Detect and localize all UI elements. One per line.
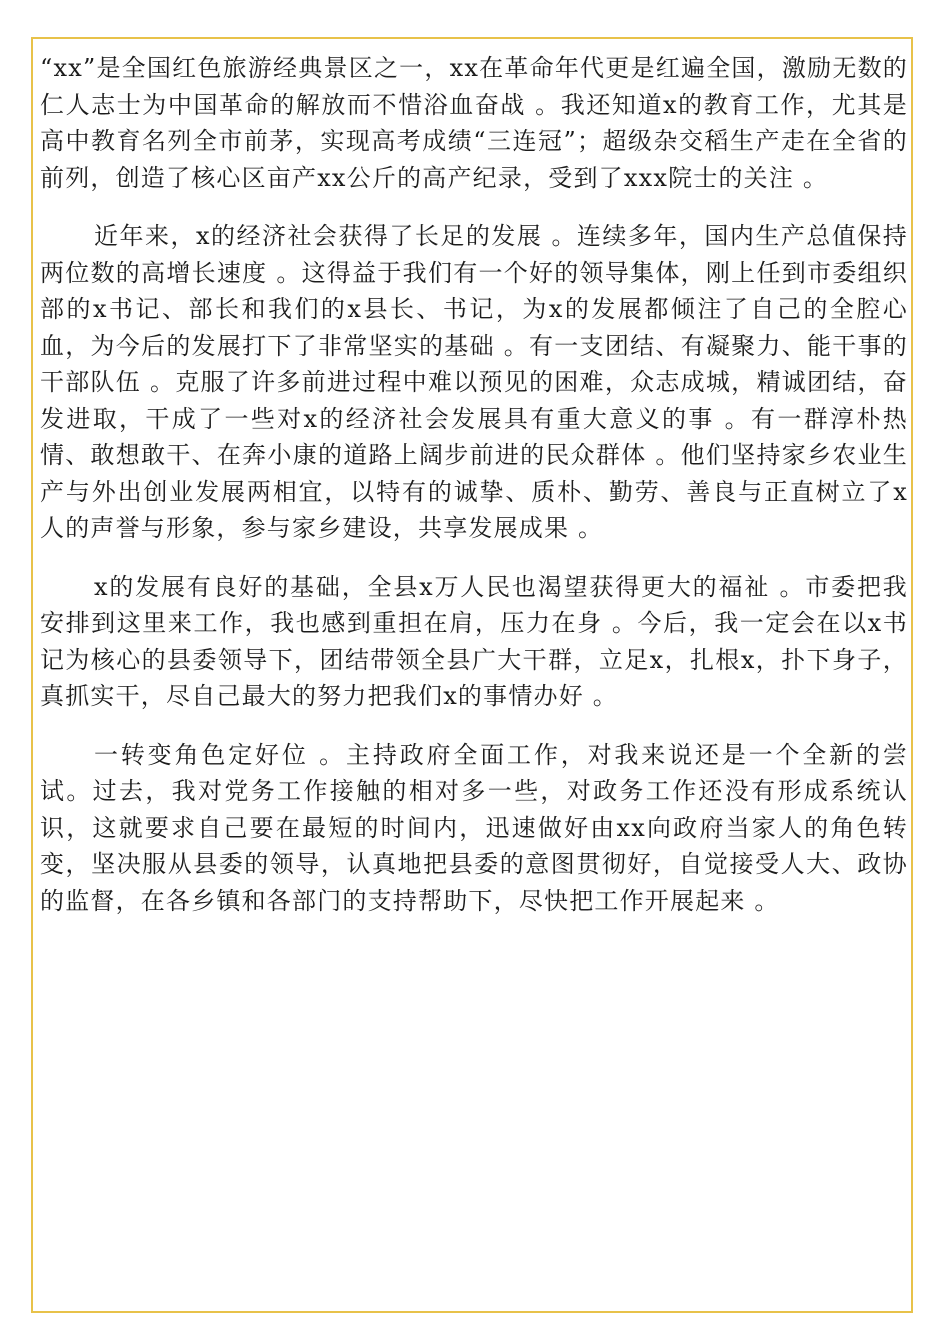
paragraph-3: x的发展有良好的基础，全县x万人民也渴望获得更大的福祉 。市委把我安排到这里来工作，我也感到重担在肩，压力在身 。今后，我一定会在以x书记为核心的县委领导下，团结带领全县广大干群，立足x，扎根x，扑下身子，真抓实干，尽自己最大的努力把我们x的事情办好 。 <box>40 572 908 710</box>
document-body <box>40 50 908 941</box>
paragraph-4: 一转变角色定好位 。主持政府全面工作，对我来说还是一个全新的尝试。过去，我对党务工作接触的相对多一些，对政务工作还没有形成系统认识，这就要求自己要在最短的时间内，迅速做好由xx向政府当家人的角色转变，坚决服从县委的领导，认真地把县委的意图贯彻好，自觉接受人大、政协的监督，在各乡镇和各部门的支持帮助下，尽快把工作开展起来 。 <box>40 740 908 915</box>
paragraph-2: 近年来，x的经济社会获得了长足的发展 。连续多年，国内生产总值保持两位数的高增长速度 。这得益于我们有一个好的领导集体，刚上任到市委组织部的x书记、部长和我们的x县长、书记，为x的发展都倾注了自己的全腔心血，为今后的发展打下了非常坚实的基础 。有一支团结、有凝聚力、能干事的干部队伍 。克服了许多前进过程中难以预见的困难，众志成城，精诚团结，奋发进取，干成了一些对x的经济社会发展具有重大意义的事 。有一群淳朴热情、敢想敢干、在奔小康的道路上阔步前进的民众群体 。他们坚持家乡农业生产与外出创业发展两相宜，以特有的诚挚、质朴、勤劳、善良与正直树立了x人的声誉与形象，参与家乡建设，共享发展成果 。 <box>40 222 908 542</box>
paragraph-1: “xx”是全国红色旅游经典景区之一，xx在革命年代更是红遍全国，激励无数的仁人志士为中国革命的解放而不惜浴血奋战 。我还知道x的教育工作，尤其是高中教育名列全市前茅，实现高考成绩“三连冠”；超级杂交稻生产走在全省的前列，创造了核心区亩产xx公斤的高产纪录，受到了xxx院士的关注 。 <box>40 54 908 192</box>
